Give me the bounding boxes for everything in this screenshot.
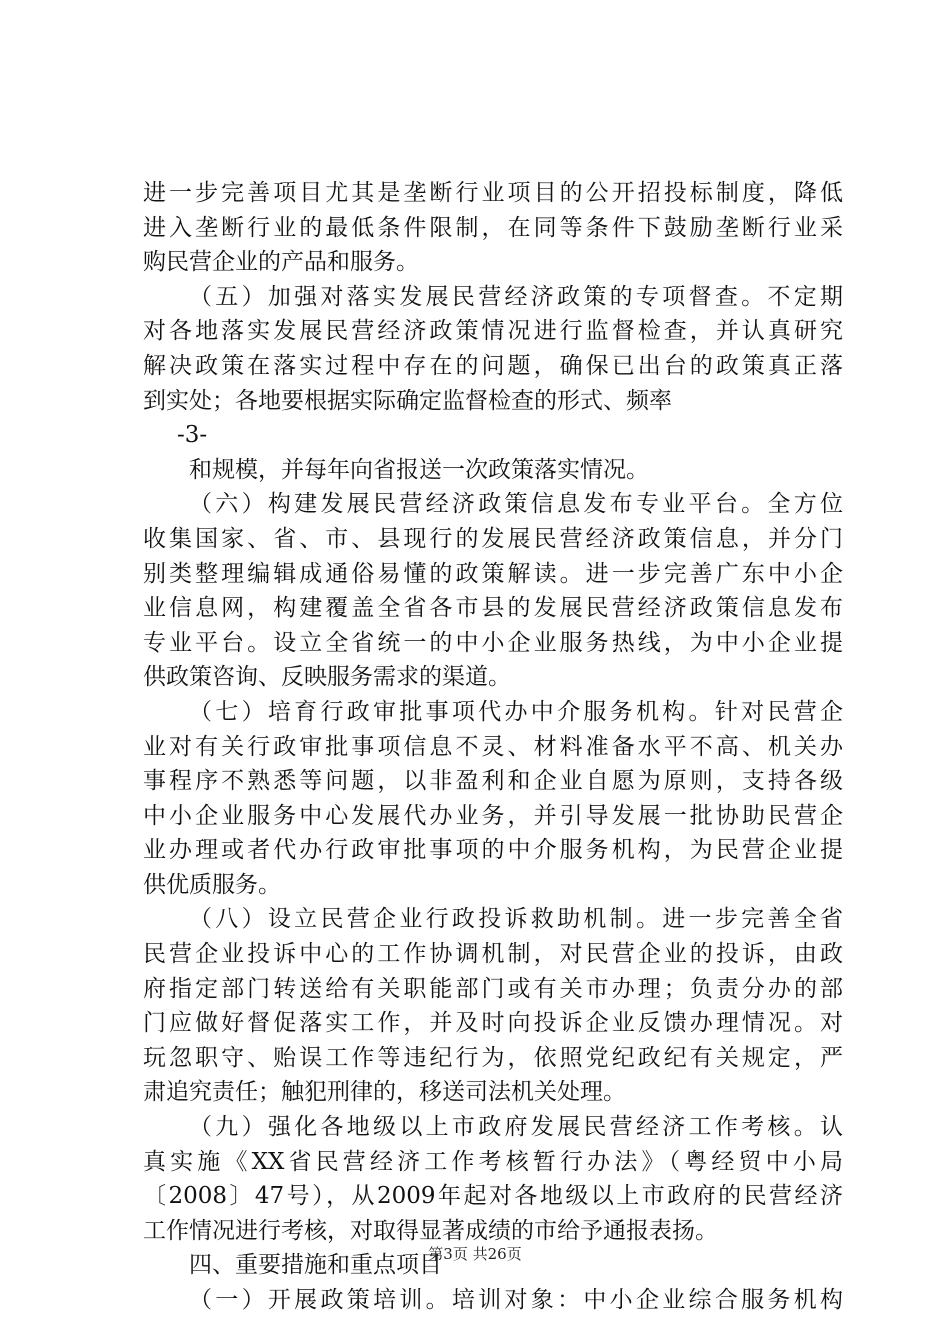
section-heading-line: （九）强化各地级以上市政府发展民营经济工作考核。认 [189,1114,843,1141]
text-line: 进一步完善项目尤其是垄断行业项目的公开招投标制度，降低 [143,180,843,206]
text-line: 业对有关行政审批事项信息不灵、材料准备水平不高、机关办 [143,733,843,760]
text-line: 和规模，并每年向省报送一次政策落实情况。 [189,456,649,483]
text-line: 收集国家、省、市、县现行的发展民营经济政策信息，并分门 [143,525,843,552]
text-line: 玩忽职守、贻误工作等违纪行为，依照党纪政纪有关规定，严 [143,1044,843,1071]
section-heading-line: （六）构建发展民营经济政策信息发布专业平台。全方位 [189,491,843,518]
text-line: 别类整理编辑成通俗易懂的政策解读。进一步完善广东中小企 [143,560,843,587]
text-line: 专业平台。设立全省统一的中小企业服务热线，为中小企业提 [143,629,843,656]
text-line: 到实处；各地要根据实际确定监督检查的形式、频率 [143,387,672,414]
text-line: 民营企业投诉中心的工作协调机制，对民营企业的投诉，由政 [143,941,843,968]
text-line: 肃追究责任；触犯刑律的，移送司法机关处理。 [143,1079,626,1106]
text-line: 供政策咨询、反映服务需求的渠道。 [143,664,511,691]
text-line: 事程序不熟悉等问题，以非盈利和企业自愿为原则，支持各级 [143,768,843,795]
text-line: 真实施《XX省民营经济工作考核暂行办法》（粤经贸中小局 [143,1148,843,1175]
text-line: 业办理或者代办行政审批事项的中介服务机构，为民营企业提 [143,837,843,864]
text-line: 工作情况进行考核，对取得显著成绩的市给予通报表扬。 [143,1217,718,1244]
text-line: 门应做好督促落实工作，并及时向投诉企业反馈办理情况。对 [143,1010,843,1037]
section-heading-line: （八）设立民营企业行政投诉救助机制。进一步完善全省 [189,906,843,933]
section-heading-line: （七）培育行政审批事项代办中介服务机构。针对民营企 [189,698,843,725]
document-body [143,176,843,1318]
text-line: 进入垄断行业的最低条件限制，在同等条件下鼓励垄断行业采 [143,214,843,241]
text-line: 〔2008〕47号），从2009年起对各地级以上市政府的民营经济 [143,1183,843,1210]
section-heading-line: （一）开展政策培训。培训对象：中小企业综合服务机构 [189,1287,843,1313]
text-line: 对各地落实发展民营经济政策情况进行监督检查，并认真研究 [143,318,843,345]
text-line: 购民营企业的产品和服务。 [143,249,419,276]
section-heading-line: （五）加强对落实发展民营经济政策的专项督查。不定期 [189,283,843,310]
text-line: 解决政策在落实过程中存在的问题，确保已出台的政策真正落 [143,352,843,379]
page-number-label: 第3页 共26页 [428,1245,522,1263]
text-line: 中小企业服务中心发展代办业务，并引导发展一批协助民营企 [143,802,843,829]
inline-page-marker: -3- [177,422,208,449]
page-footer [0,1244,950,1264]
text-line: 供优质服务。 [143,871,281,898]
text-line: 府指定部门转送给有关职能部门或有关市办理；负责分办的部 [143,975,843,1002]
text-line: 业信息网，构建覆盖全省各市县的发展民营经济政策信息发布 [143,595,843,622]
major-heading-line: 四、重要措施和重点项目 [189,1252,442,1279]
